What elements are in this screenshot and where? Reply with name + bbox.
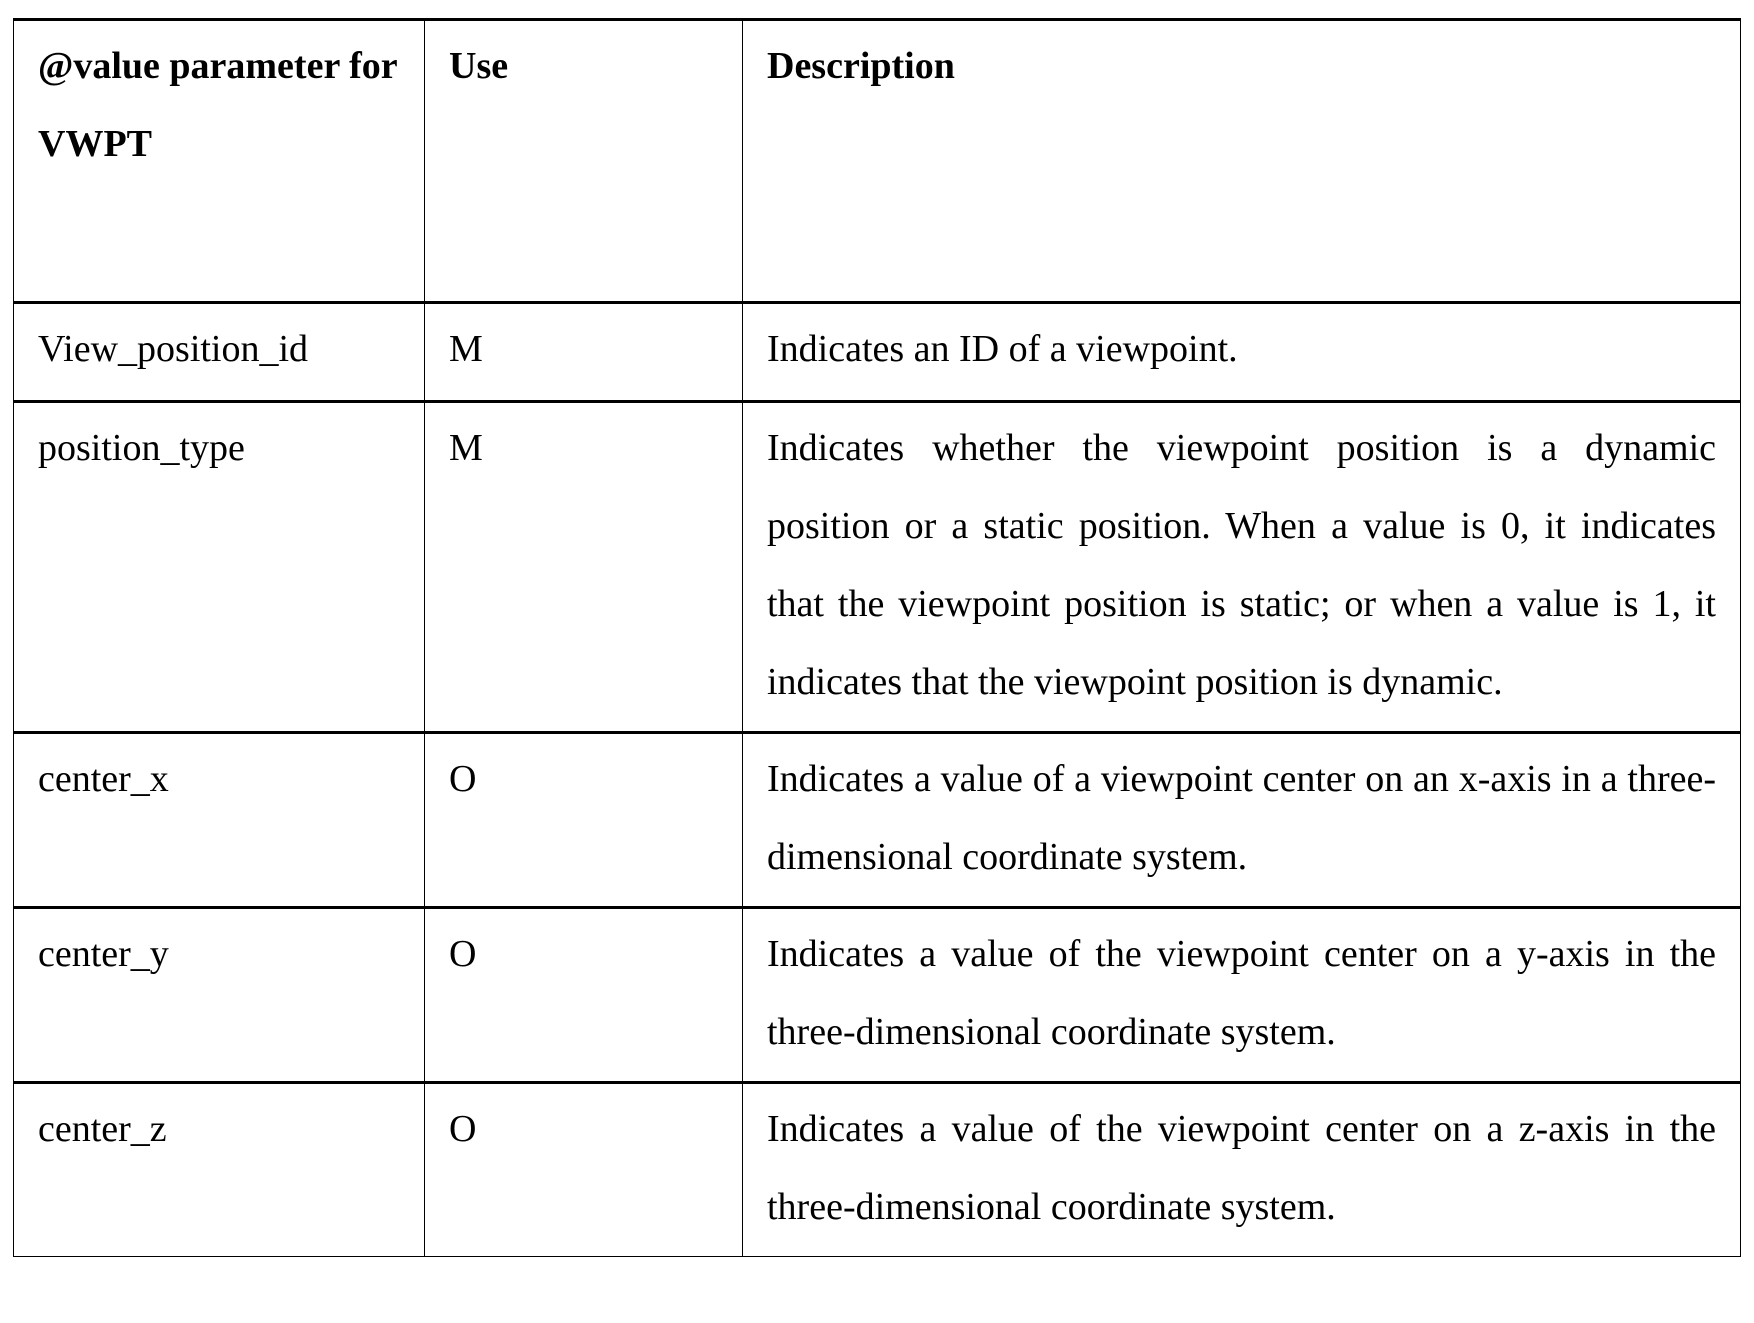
- header-description: Description: [743, 20, 1741, 303]
- vwpt-parameter-table: [13, 18, 1741, 1257]
- param-cell: position_type: [14, 402, 425, 733]
- table-row: [14, 908, 1741, 1083]
- param-cell: View_position_id: [14, 303, 425, 402]
- table-row: [14, 402, 1741, 733]
- header-parameter: @value parameter for VWPT: [14, 20, 425, 303]
- use-cell: M: [425, 303, 743, 402]
- param-cell: center_z: [14, 1083, 425, 1257]
- description-cell: Indicates a value of the viewpoint center on a y-axis in the three-dimensional coordinate system.: [743, 908, 1741, 1083]
- description-cell: Indicates a value of a viewpoint center on an x-axis in a three-dimensional coordinate system.: [743, 733, 1741, 908]
- description-cell: Indicates an ID of a viewpoint.: [743, 303, 1741, 402]
- use-cell: O: [425, 1083, 743, 1257]
- use-cell: O: [425, 908, 743, 1083]
- header-use: Use: [425, 20, 743, 303]
- table-row: [14, 733, 1741, 908]
- header-row: [14, 20, 1741, 303]
- param-cell: center_y: [14, 908, 425, 1083]
- use-cell: M: [425, 402, 743, 733]
- table-row: [14, 303, 1741, 402]
- use-cell: O: [425, 733, 743, 908]
- description-cell: Indicates a value of the viewpoint center on a z-axis in the three-dimensional coordinate system.: [743, 1083, 1741, 1257]
- param-cell: center_x: [14, 733, 425, 908]
- table-row: [14, 1083, 1741, 1257]
- description-cell: Indicates whether the viewpoint position is a dynamic position or a static position. When a value is 0, it indicates that the viewpoint position is static; or when a value is 1, it indicates that the viewpoint position is dynamic.: [743, 402, 1741, 733]
